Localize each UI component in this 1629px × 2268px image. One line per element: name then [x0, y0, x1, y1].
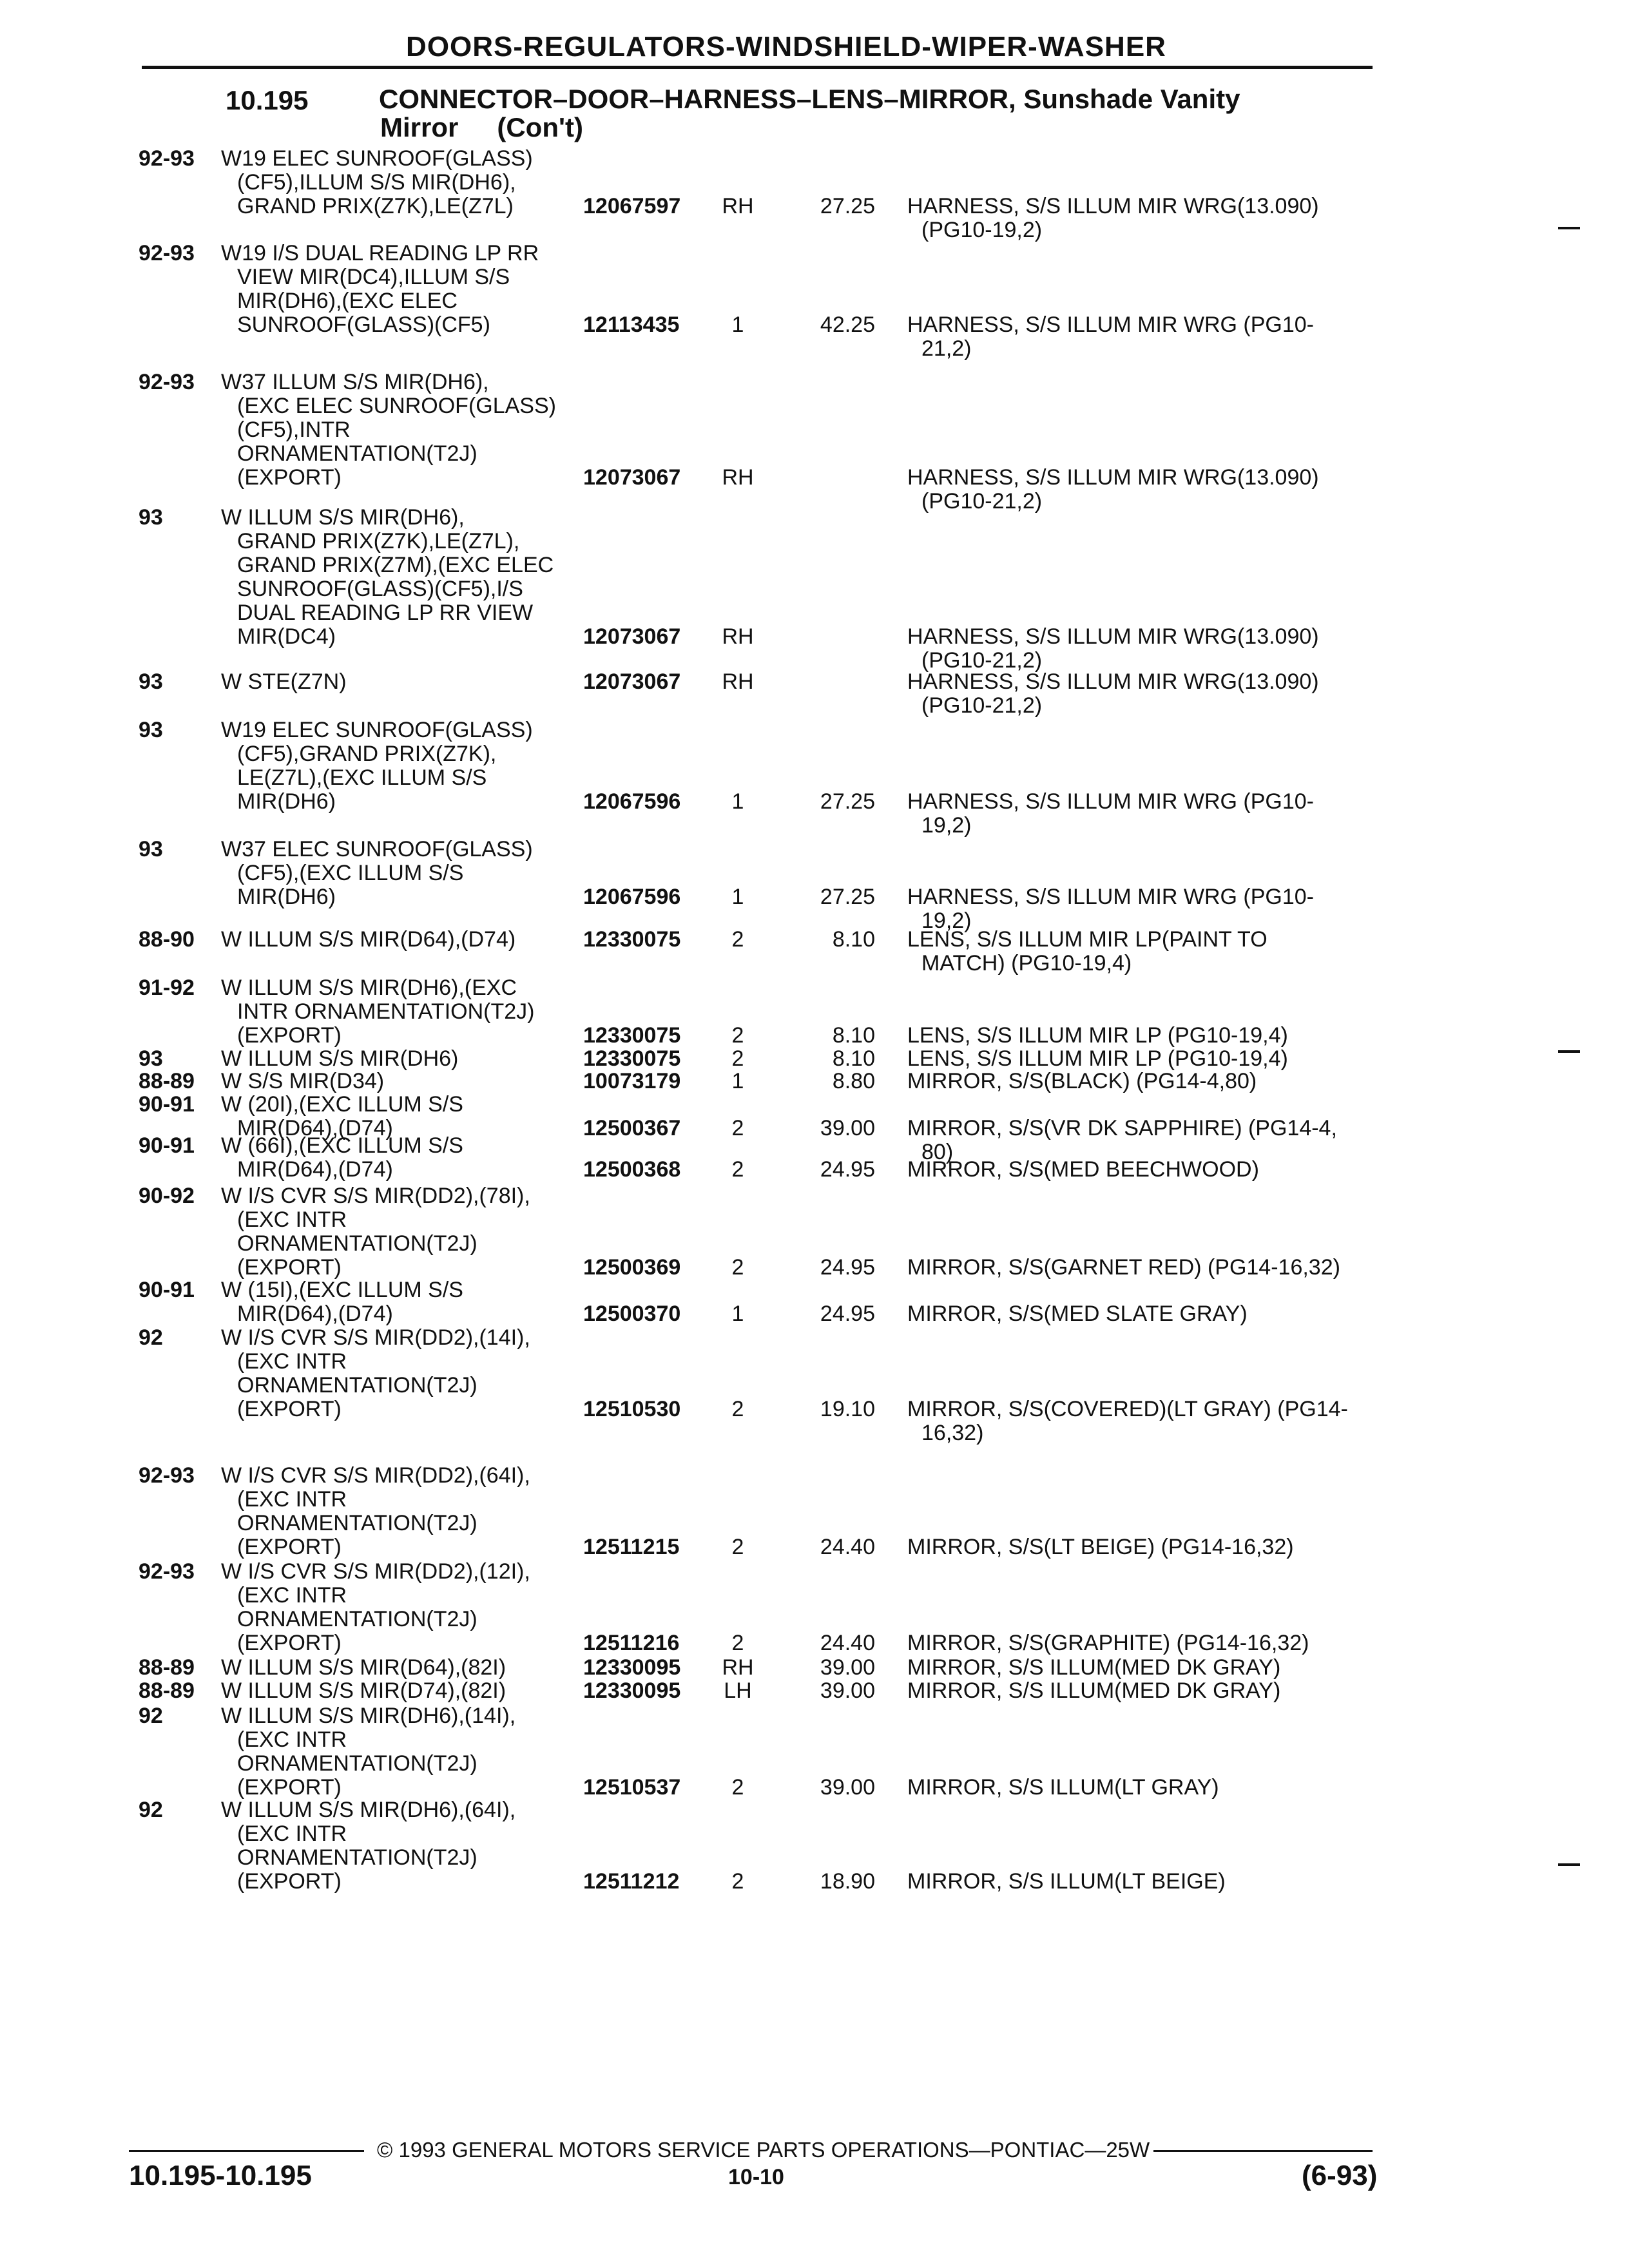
row-quantity: 2 [731, 1157, 744, 1182]
footer-section-range: 10.195-10.195 [129, 2160, 312, 2191]
row-description-line: W I/S CVR S/S MIR(DD2),(64I), [221, 1463, 530, 1488]
row-description-line: W37 ILLUM S/S MIR(DH6), [221, 370, 489, 394]
row-description-line: W (20I),(EXC ILLUM S/S [221, 1092, 463, 1117]
row-year: 90-91 [139, 1278, 195, 1302]
row-price [799, 670, 875, 694]
row-part-name-line: MIRROR, S/S(VR DK SAPPHIRE) (PG14-4, [907, 1116, 1337, 1140]
row-year: 92-93 [139, 370, 195, 394]
row-price: 27.25 [820, 194, 875, 218]
row-description-line: W ILLUM S/S MIR(DH6) [221, 1046, 459, 1071]
margin-mark [1558, 1863, 1580, 1866]
row-year: 93 [139, 1046, 163, 1071]
row-part-name-line: MIRROR, S/S(MED BEECHWOOD) [907, 1157, 1259, 1182]
row-year: 93 [139, 669, 163, 694]
row-part-name-line: MATCH) (PG10-19,4) [921, 951, 1132, 975]
row-quantity: 2 [731, 1397, 744, 1421]
row-description-line: ORNAMENTATION(T2J) [237, 1607, 477, 1631]
row-part-name-line: (PG10-19,2) [921, 218, 1043, 242]
row-quantity: 2 [731, 927, 744, 952]
row-description-line: MIR(D64),(D74) [237, 1302, 393, 1326]
row-description-line: (EXPORT) [237, 1023, 342, 1048]
row-price: 8.80 [832, 1069, 875, 1093]
row-year: 88-89 [139, 1069, 195, 1093]
row-description-line: W (15I),(EXC ILLUM S/S [221, 1278, 463, 1302]
row-part-number: 12330075 [583, 1046, 681, 1071]
row-year: 91-92 [139, 975, 195, 1000]
row-part-name-line: LENS, S/S ILLUM MIR LP (PG10-19,4) [907, 1023, 1288, 1048]
row-quantity: 1 [731, 789, 744, 814]
row-part-name-line: 21,2) [921, 336, 972, 361]
footer-date: (6-93) [1302, 2160, 1378, 2191]
row-price: 18.90 [820, 1869, 875, 1894]
row-quantity: RH [722, 194, 754, 218]
row-description-line: ORNAMENTATION(T2J) [237, 1845, 477, 1870]
row-part-number: 12067597 [583, 194, 681, 218]
row-description-line: (EXC INTR [237, 1821, 347, 1846]
page-header-title: DOORS-REGULATORS-WINDSHIELD-WIPER-WASHER [406, 31, 1166, 62]
row-part-number: 12511216 [583, 1631, 680, 1655]
row-description-line: W19 ELEC SUNROOF(GLASS) [221, 146, 533, 171]
row-price: 8.10 [832, 1023, 875, 1048]
row-quantity: 2 [731, 1631, 744, 1655]
row-description-line: MIR(DH6) [237, 885, 336, 909]
row-description-line: W ILLUM S/S MIR(DH6),(EXC [221, 975, 517, 1000]
row-part-name-line: HARNESS, S/S ILLUM MIR WRG (PG10- [907, 789, 1314, 814]
row-part-number: 12500370 [583, 1302, 681, 1326]
row-description-line: W19 I/S DUAL READING LP RR [221, 241, 539, 265]
row-description-line: LE(Z7L),(EXC ILLUM S/S [237, 765, 487, 790]
row-part-number: 12511212 [583, 1869, 680, 1894]
row-description-line: (CF5),INTR [237, 418, 351, 442]
row-part-name-line: MIRROR, S/S ILLUM(LT BEIGE) [907, 1869, 1226, 1894]
row-year: 90-92 [139, 1184, 195, 1208]
row-year: 93 [139, 837, 163, 861]
row-description-line: W37 ELEC SUNROOF(GLASS) [221, 837, 533, 861]
row-description-line: W (66I),(EXC ILLUM S/S [221, 1133, 463, 1158]
row-quantity: 2 [731, 1869, 744, 1894]
row-part-name-line: (PG10-21,2) [921, 648, 1043, 673]
row-quantity: 2 [731, 1775, 744, 1800]
row-quantity: 2 [731, 1046, 744, 1071]
row-part-name-line: MIRROR, S/S(GARNET RED) (PG14-16,32) [907, 1255, 1340, 1280]
row-part-number: 12330095 [583, 1678, 681, 1703]
row-description-line: (EXPORT) [237, 1631, 342, 1655]
row-part-number: 12510530 [583, 1397, 681, 1421]
row-price: 8.10 [832, 1046, 875, 1071]
margin-mark [1558, 1050, 1580, 1053]
section-title-line2: Mirror [380, 112, 459, 142]
row-description-line: (CF5),GRAND PRIX(Z7K), [237, 742, 497, 766]
row-part-name-line: MIRROR, S/S ILLUM(MED DK GRAY) [907, 1655, 1281, 1680]
row-price: 39.00 [820, 1116, 875, 1140]
row-description-line: (CF5),ILLUM S/S MIR(DH6), [237, 170, 516, 195]
row-description-line: W STE(Z7N) [221, 669, 347, 694]
row-description-line: (EXPORT) [237, 1535, 342, 1559]
row-part-number: 10073179 [583, 1069, 681, 1093]
row-quantity: 2 [731, 1023, 744, 1048]
row-quantity: LH [724, 1678, 752, 1703]
section-title-continued: (Con't) [497, 112, 583, 142]
row-description-line: GRAND PRIX(Z7K),LE(Z7L), [237, 529, 520, 553]
row-price [799, 625, 875, 649]
row-quantity: 1 [731, 885, 744, 909]
row-price: 24.40 [820, 1535, 875, 1559]
row-part-name-line: 80) [921, 1140, 954, 1164]
row-part-number: 12067596 [583, 789, 681, 814]
row-description-line: (EXPORT) [237, 1775, 342, 1800]
row-part-name-line: HARNESS, S/S ILLUM MIR WRG(13.090) [907, 624, 1319, 649]
row-year: 93 [139, 505, 163, 530]
row-quantity: RH [722, 669, 754, 694]
row-year: 88-89 [139, 1678, 195, 1703]
section-number: 10.195 [226, 85, 309, 115]
row-price: 24.40 [820, 1631, 875, 1655]
row-quantity: RH [722, 624, 754, 649]
row-price: 39.00 [820, 1678, 875, 1703]
row-part-name-line: MIRROR, S/S ILLUM(MED DK GRAY) [907, 1678, 1281, 1703]
row-description-line: GRAND PRIX(Z7M),(EXC ELEC [237, 553, 554, 577]
row-description-line: ORNAMENTATION(T2J) [237, 1373, 477, 1398]
row-price: 24.95 [820, 1157, 875, 1182]
row-description-line: (CF5),(EXC ILLUM S/S [237, 861, 464, 885]
row-description-line: W I/S CVR S/S MIR(DD2),(78I), [221, 1184, 530, 1208]
row-price [799, 466, 875, 490]
row-description-line: W ILLUM S/S MIR(D64),(D74) [221, 927, 516, 952]
row-description-line: ORNAMENTATION(T2J) [237, 1751, 477, 1776]
row-year: 92-93 [139, 146, 195, 171]
row-year: 92-93 [139, 1463, 195, 1488]
row-part-name-line: MIRROR, S/S(GRAPHITE) (PG14-16,32) [907, 1631, 1309, 1655]
row-year: 92 [139, 1704, 163, 1728]
row-description-line: MIR(DC4) [237, 624, 336, 649]
row-part-name-line: MIRROR, S/S(COVERED)(LT GRAY) (PG14- [907, 1397, 1348, 1421]
row-description-line: (EXC INTR [237, 1583, 347, 1608]
row-part-number: 12113435 [583, 312, 680, 337]
row-description-line: MIR(D64),(D74) [237, 1157, 393, 1182]
row-description-line: (EXC ELEC SUNROOF(GLASS) [237, 394, 556, 418]
row-part-number: 12330075 [583, 1023, 681, 1048]
footer-rule-right [1153, 2150, 1373, 2152]
row-part-name-line: HARNESS, S/S ILLUM MIR WRG(13.090) [907, 465, 1319, 490]
row-description-line: MIR(DH6) [237, 789, 336, 814]
row-part-name-line: HARNESS, S/S ILLUM MIR WRG (PG10- [907, 885, 1314, 909]
row-part-number: 12073067 [583, 465, 681, 490]
row-description-line: W I/S CVR S/S MIR(DD2),(14I), [221, 1325, 530, 1350]
row-quantity: 1 [731, 1069, 744, 1093]
row-quantity: 1 [731, 312, 744, 337]
row-description-line: (EXPORT) [237, 1869, 342, 1894]
row-description-line: W ILLUM S/S MIR(DH6), [221, 505, 465, 530]
row-description-line: ORNAMENTATION(T2J) [237, 1231, 477, 1256]
row-year: 90-91 [139, 1133, 195, 1158]
row-part-number: 12500369 [583, 1255, 681, 1280]
footer-rule-left [129, 2150, 364, 2152]
row-part-name-line: LENS, S/S ILLUM MIR LP (PG10-19,4) [907, 1046, 1288, 1071]
row-year: 88-90 [139, 927, 195, 952]
row-price: 39.00 [820, 1775, 875, 1800]
row-description-line: (EXPORT) [237, 1397, 342, 1421]
row-description-line: (EXPORT) [237, 465, 342, 490]
row-price: 24.95 [820, 1302, 875, 1326]
row-description-line: (EXC INTR [237, 1349, 347, 1374]
row-description-line: (EXC INTR [237, 1727, 347, 1752]
row-part-number: 12511215 [583, 1535, 680, 1559]
row-quantity: RH [722, 1655, 754, 1680]
row-description-line: SUNROOF(GLASS)(CF5) [237, 312, 490, 337]
row-part-name-line: MIRROR, S/S(BLACK) (PG14-4,80) [907, 1069, 1257, 1093]
row-year: 88-89 [139, 1655, 195, 1680]
row-price: 24.95 [820, 1255, 875, 1280]
row-description-line: GRAND PRIX(Z7K),LE(Z7L) [237, 194, 514, 218]
row-description-line: W ILLUM S/S MIR(DH6),(14I), [221, 1704, 516, 1728]
row-part-number: 12500368 [583, 1157, 681, 1182]
row-year: 90-91 [139, 1092, 195, 1117]
row-part-name-line: MIRROR, S/S ILLUM(LT GRAY) [907, 1775, 1219, 1800]
row-price: 42.25 [820, 312, 875, 337]
row-description-line: W S/S MIR(D34) [221, 1069, 385, 1093]
row-description-line: W ILLUM S/S MIR(D64),(82I) [221, 1655, 506, 1680]
row-part-name-line: (PG10-21,2) [921, 489, 1043, 514]
row-part-number: 12073067 [583, 624, 681, 649]
row-description-line: INTR ORNAMENTATION(T2J) [237, 999, 535, 1024]
row-description-line: W I/S CVR S/S MIR(DD2),(12I), [221, 1559, 530, 1584]
row-quantity: 2 [731, 1255, 744, 1280]
row-quantity: 2 [731, 1535, 744, 1559]
row-part-name-line: MIRROR, S/S(MED SLATE GRAY) [907, 1302, 1248, 1326]
row-description-line: (EXC INTR [237, 1207, 347, 1232]
row-part-name-line: LENS, S/S ILLUM MIR LP(PAINT TO [907, 927, 1268, 952]
footer-copyright: © 1993 GENERAL MOTORS SERVICE PARTS OPERATIONS—PONTIAC—25W [377, 2138, 1150, 2162]
row-description-line: W ILLUM S/S MIR(D74),(82I) [221, 1678, 506, 1703]
row-part-number: 12510537 [583, 1775, 681, 1800]
row-description-line: MIR(D64),(D74) [237, 1116, 393, 1140]
row-year: 93 [139, 718, 163, 742]
row-description-line: ORNAMENTATION(T2J) [237, 441, 477, 466]
row-part-name-line: 16,32) [921, 1421, 984, 1445]
row-year: 92 [139, 1798, 163, 1822]
row-part-name-line: 19,2) [921, 813, 972, 838]
row-part-name-line: MIRROR, S/S(LT BEIGE) (PG14-16,32) [907, 1535, 1294, 1559]
row-price: 8.10 [832, 927, 875, 952]
row-part-number: 12500367 [583, 1116, 681, 1140]
row-price: 27.25 [820, 885, 875, 909]
row-description-line: W ILLUM S/S MIR(DH6),(64I), [221, 1798, 516, 1822]
row-part-name-line: 19,2) [921, 908, 972, 933]
row-description-line: ORNAMENTATION(T2J) [237, 1511, 477, 1535]
row-year: 92-93 [139, 241, 195, 265]
margin-mark [1558, 227, 1580, 229]
row-price: 27.25 [820, 789, 875, 814]
row-description-line: (EXPORT) [237, 1255, 342, 1280]
row-part-name-line: HARNESS, S/S ILLUM MIR WRG(13.090) [907, 669, 1319, 694]
section-title-line1: CONNECTOR–DOOR–HARNESS–LENS–MIRROR, Sunshade Vanity [379, 84, 1240, 114]
row-description-line: W19 ELEC SUNROOF(GLASS) [221, 718, 533, 742]
row-part-number: 12330075 [583, 927, 681, 952]
row-quantity: 2 [731, 1116, 744, 1140]
row-description-line: (EXC INTR [237, 1487, 347, 1512]
row-part-number: 12330095 [583, 1655, 681, 1680]
row-part-name-line: (PG10-21,2) [921, 693, 1043, 718]
row-year: 92-93 [139, 1559, 195, 1584]
row-description-line: VIEW MIR(DC4),ILLUM S/S [237, 265, 510, 289]
row-part-name-line: HARNESS, S/S ILLUM MIR WRG(13.090) [907, 194, 1319, 218]
footer-page-number: 10-10 [728, 2165, 784, 2189]
row-price: 39.00 [820, 1655, 875, 1680]
row-quantity: 1 [731, 1302, 744, 1326]
row-part-number: 12067596 [583, 885, 681, 909]
row-part-number: 12073067 [583, 669, 681, 694]
row-quantity: RH [722, 465, 754, 490]
row-description-line: DUAL READING LP RR VIEW [237, 601, 534, 625]
row-description-line: SUNROOF(GLASS)(CF5),I/S [237, 577, 523, 601]
row-year: 92 [139, 1325, 163, 1350]
row-part-name-line: HARNESS, S/S ILLUM MIR WRG (PG10- [907, 312, 1314, 337]
row-description-line: MIR(DH6),(EXC ELEC [237, 289, 458, 313]
row-price: 19.10 [820, 1397, 875, 1421]
